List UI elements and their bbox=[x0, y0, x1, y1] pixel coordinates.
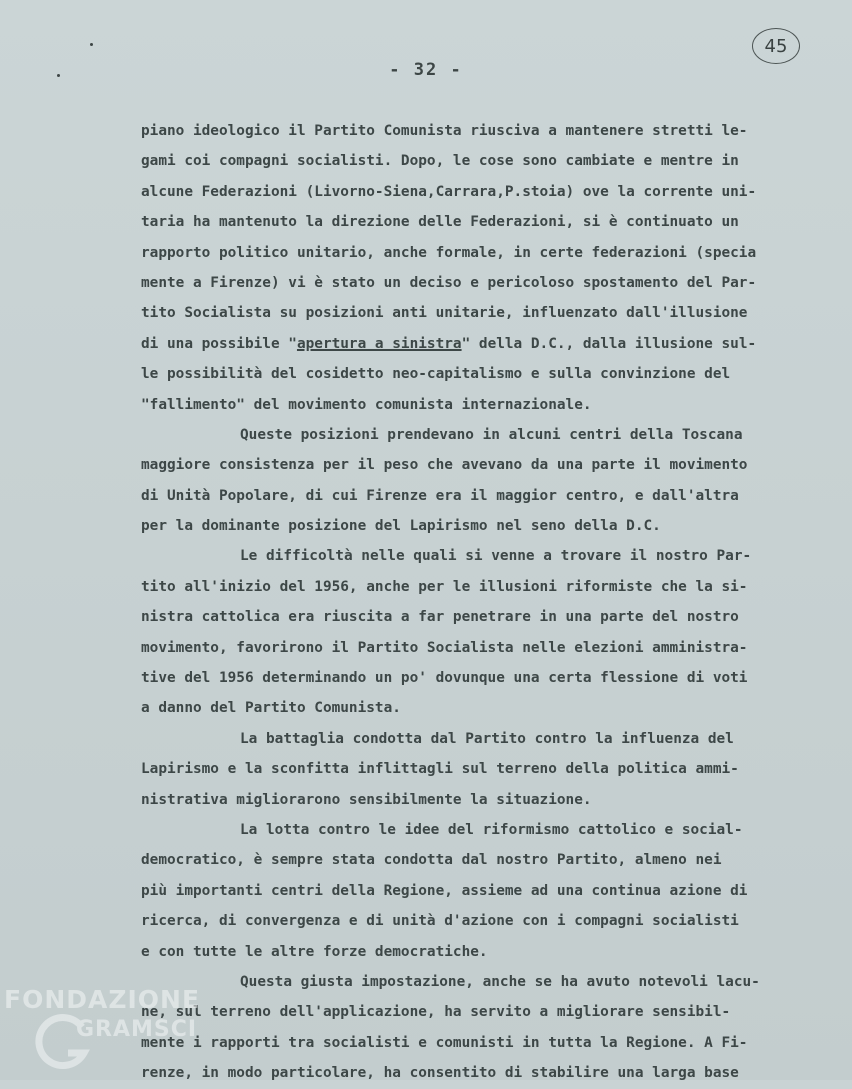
text-line: mente i rapporti tra socialisti e comunisti in tutta la Regione. A Fi- bbox=[141, 1034, 748, 1051]
text-line: nistra cattolica era riuscita a far penetrare in una parte del nostro bbox=[141, 609, 739, 626]
text-line: tive del 1956 determinando un po' dovunque una certa flessione di voti bbox=[141, 670, 748, 687]
gramsci-logo-icon bbox=[34, 1013, 94, 1073]
text-line: ne, sul terreno dell'applicazione, ha servito a migliorare sensibil- bbox=[141, 1004, 731, 1021]
text-line-indented: La battaglia condotta dal Partito contro la influenza del bbox=[240, 730, 734, 747]
archive-number-text: 45 bbox=[764, 35, 788, 57]
text-line: mente a Firenze) vi è stato un deciso e pericoloso spostamento del Par- bbox=[141, 274, 757, 291]
text-line: di Unità Popolare, di cui Firenze era il maggior centro, e dall'altra bbox=[141, 487, 739, 504]
text-line: più importanti centri della Regione, assieme ad una continua azione di bbox=[141, 882, 748, 899]
text-line: tito Socialista su posizioni anti unitarie, influenzato dall'illusione bbox=[141, 305, 748, 322]
typed-text-body bbox=[141, 116, 847, 1089]
watermark-line-2: GRAMSCI bbox=[76, 1017, 198, 1042]
text-line: maggiore consistenza per il peso che avevano da una parte il movimento bbox=[141, 457, 748, 474]
ink-speck bbox=[90, 43, 93, 46]
text-line: renze, in modo particolare, ha consentito di stabilire una larga base bbox=[141, 1065, 739, 1082]
text-line: "fallimento" del movimento comunista internazionale. bbox=[141, 396, 592, 413]
text-line: per la dominante posizione del Lapirismo nel seno della D.C. bbox=[141, 518, 661, 535]
text-line: democratico, è sempre stata condotta dal nostro Partito, almeno nei bbox=[141, 852, 722, 869]
text-line: rapporto politico unitario, anche formale, in certe federazioni (specia bbox=[141, 244, 757, 261]
text-line: taria ha mantenuto la direzione delle Federazioni, si è continuato un bbox=[141, 214, 739, 231]
underlined-phrase: apertura a sinistra bbox=[296, 335, 462, 352]
text-line: movimento, favorirono il Partito Socialista nelle elezioni amministra- bbox=[141, 639, 748, 656]
text-line: tito all'inizio del 1956, anche per le illusioni riformiste che la si- bbox=[141, 578, 748, 595]
text-line: gami coi compagni socialisti. Dopo, le cose sono cambiate e mentre in bbox=[141, 153, 739, 170]
page-number: - 32 - bbox=[389, 60, 463, 80]
text-line-indented: La lotta contro le idee del riformismo cattolico e social- bbox=[240, 821, 743, 838]
text-line: a danno del Partito Comunista. bbox=[141, 700, 401, 717]
text-line: alcune Federazioni (Livorno-Siena,Carrara,P.stoia) ove la corrente uni- bbox=[141, 183, 757, 200]
text-line: Lapirismo e la sconfitta inflittagli sul terreno della politica ammi- bbox=[141, 761, 739, 778]
text-line-indented: Questa giusta impostazione, anche se ha avuto notevoli lacu- bbox=[240, 973, 760, 990]
text-line-indented: Le difficoltà nelle quali si venne a trovare il nostro Par- bbox=[240, 548, 752, 565]
text-line: nistrativa migliorarono sensibilmente la situazione. bbox=[141, 791, 592, 808]
archive-number bbox=[752, 28, 800, 64]
text-line: e con tutte le altre forze democratiche. bbox=[141, 943, 488, 960]
watermark-line-1: FONDAZIONE bbox=[4, 985, 201, 1014]
text-line-with-underline: di una possibile "apertura a sinistra" della D.C., dalla illusione sul- bbox=[141, 335, 757, 352]
text-line: piano ideologico il Partito Comunista riusciva a mantenere stretti le- bbox=[141, 123, 748, 139]
text-line: ricerca, di convergenza e di unità d'azione con i compagni socialisti bbox=[141, 913, 739, 930]
text-line: le possibilità del cosidetto neo-capitalismo e sulla convinzione del bbox=[141, 366, 731, 383]
text-line-indented: Queste posizioni prendevano in alcuni centri della Toscana bbox=[240, 426, 743, 443]
